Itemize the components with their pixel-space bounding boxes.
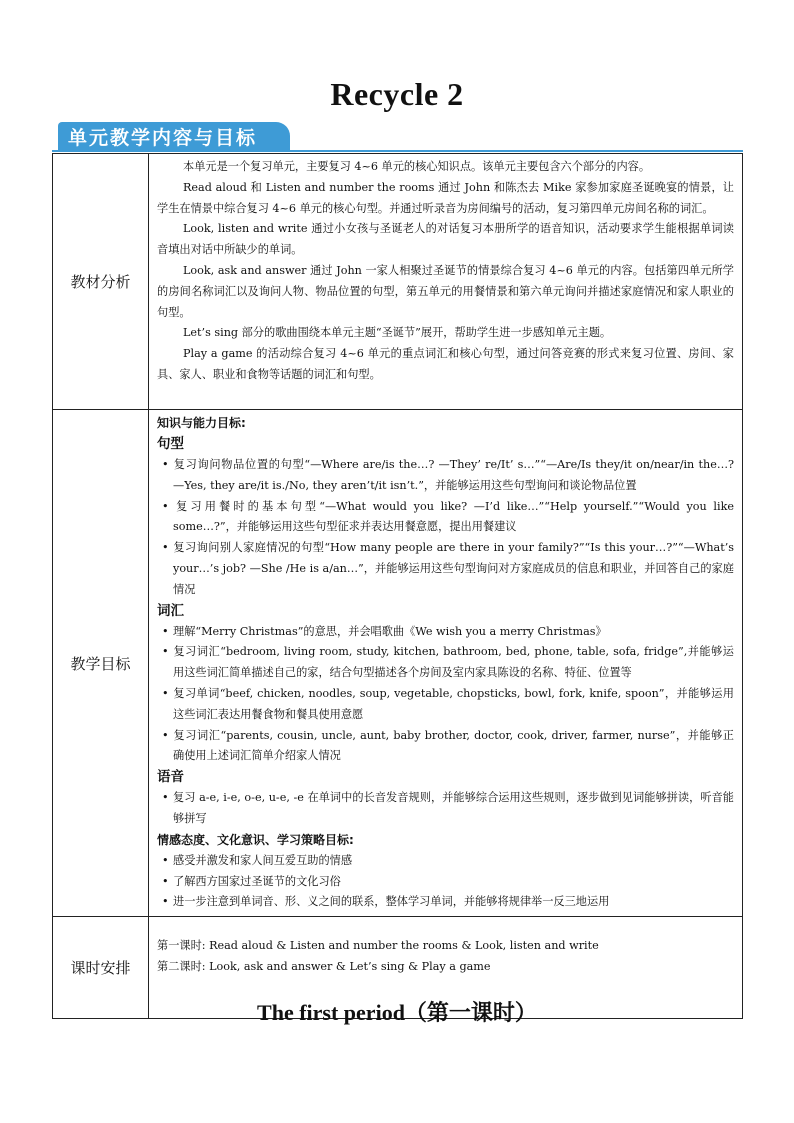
list-item: • 复习词汇“parents, cousin, uncle, aunt, baby brother, doctor, cook, driver, farmer, nurse”，并能够正确使用上述词汇简单介绍家人情况 [162,728,734,763]
teaching-goals-content [149,410,743,917]
list-item: • 复习询问物品位置的句型“—Where are/is the…? —They’ re/It’ s…”“—Are/Is they/it on/near/in the…? —Yes, they are/it is./No, they aren’t/it isn’t.”，并能够运用这些句型询问和谈论物品位置 [162,458,734,492]
phonics-heading: 语音 [157,769,184,786]
list-item: • 复习询问别人家庭情况的句型“How many people are there in your family?”“Is this your…?”“—What’s your…’s job? —She /He is a/an…”，并能够运用这些句型询问对方家庭成员的信息和职业，并回答自己的家庭情况 [162,541,734,596]
knowledge-heading: 知识与能力目标: [157,416,246,430]
document-title: Recycle 2 [330,76,464,112]
material-paragraph: Look, ask and answer 通过 John 一家人相聚过圣诞节的情景综合复习 4~6 单元的内容。包括第四单元所学的房间名称词汇以及询问人物、物品位置的句型，第五单元的用餐情景和第六单元询问并描述家庭情况和家人职业的句型。 [157,263,734,319]
vocab-heading: 词汇 [157,602,184,619]
material-paragraph: Read aloud 和 Listen and number the rooms 通过 John 和陈杰去 Mike 家参加家庭圣诞晚宴的情景，让学生在情景中综合复习 4~6 单元的核心句型。并通过听录音为房间编号的活动，复习第四单元房间名称的词汇。 [157,180,734,215]
table-row-goals [53,410,743,917]
list-item: • 理解“Merry Christmas”的意思，并会唱歌曲《We wish you a merry Christmas》 [162,624,607,638]
list-item: • 复习单词“beef, chicken, noodles, soup, vegetable, chopsticks, bowl, fork, knife, spoon”，并能够运用这些词汇表达用餐食物和餐具使用意愿 [162,686,734,721]
material-paragraph: Look, listen and write 通过小女孩与圣诞老人的对话复习本册所学的语音知识，活动要求学生能根据单词读音填出对话中所缺少的单词。 [157,222,734,257]
sentence-heading: 句型 [157,436,184,452]
material-paragraph: 本单元是一个复习单元，主要复习 4~6 单元的核心知识点。该单元主要包含六个部分的内容。 [183,160,651,173]
schedule-line: 第二课时: Look, ask and answer & Let’s sing & Play a game [157,960,491,974]
list-item: • 复习词汇“bedroom, living room, study, kitchen, bathroom, bed, phone, table, sofa, fridge”,并能够运用这些词汇简单描述自己的家，结合句型描述各个房间及室内家具陈设的名称、特征、位置等 [162,645,734,680]
unit-plan-table [52,153,743,1019]
list-item: • 进一步注意到单词音、形、义之间的联系，整体学习单词，并能够将规律举一反三地运用 [162,895,610,909]
material-analysis-content [149,154,743,410]
section-tab [58,122,265,150]
list-item: • 感受并激发和家人间互爱互助的情感 [162,853,353,867]
row-label-goals: 教学目标 [53,410,149,917]
table-row-material [53,154,743,410]
list-item: • 复习 a-e, i-e, o-e, u-e, -e 在单词中的长音发音规则，并能够综合运用这些规则，逐步做到见词能够拼读，听音能够拼写 [162,791,734,825]
material-paragraph: Let’s sing 部分的歌曲围绕本单元主题“圣诞节”展开，帮助学生进一步感知单元主题。 [183,326,612,340]
period-title: The first period（第一课时） [257,1000,537,1025]
list-item: • 复习用餐时的基本句型“—What would you like? —I’d like…”“Help yourself.”“Would you like some…?”，并能够运用这些句型征求并表达用餐意愿，提出用餐建议 [162,499,734,534]
list-item: • 了解西方国家过圣诞节的文化习俗 [162,874,341,888]
row-label-material: 教材分析 [53,154,149,410]
section-tab-label: 单元教学内容与目标 [68,126,258,149]
attitude-heading: 情感态度、文化意识、学习策略目标: [157,832,354,847]
row-label-schedule: 课时安排 [53,917,149,1019]
section-divider [52,150,743,152]
schedule-line: 第一课时: Read aloud & Listen and number the rooms & Look, listen and write [157,939,599,953]
material-paragraph: Play a game 的活动综合复习 4~6 单元的重点词汇和核心句型，通过问答竞赛的形式来复习位置、房间、家具、家人、职业和食物等话题的词汇和句型。 [157,347,734,381]
